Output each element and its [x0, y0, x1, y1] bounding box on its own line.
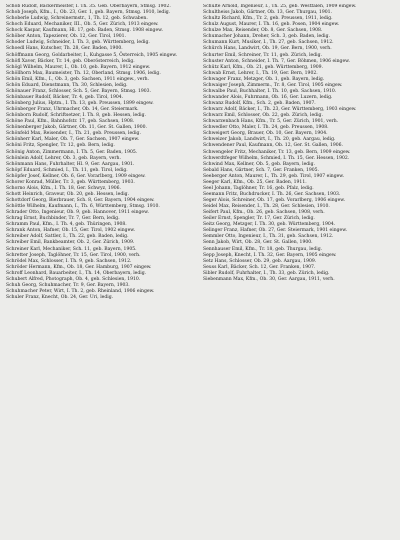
directory-entry: Schrader Otto, Ingenieur, Ob. 9, geb. Hannover, 1911 eingew.	[6, 210, 149, 216]
directory-entry: Schönlein Adolf, Lehrer, Ob. 3, geb. Bayern, verh.	[6, 155, 121, 161]
directory-entry: Schöne Paul, Kfm., Bahnhofstr. 17, geb. Sachsen, 1908.	[6, 119, 135, 125]
directory-entry: Seeberger Anton, Maurer, I., Th. 29, geb. Tirol, 1907 eingew.	[203, 173, 345, 179]
directory-entry: Schoder Ludwig, Schneider, I. Th. 3, geb. Württemberg, ledig.	[6, 40, 150, 46]
directory-entry: Selinger Franz, Hafner, Ob. 27, Ger. Steiermark, 1901 eingew.	[203, 228, 348, 234]
directory-entry: Schuhmacher Peter, Wirt, I. Th. 2, geb. Rheinland, 1906 eingew.	[6, 288, 155, 294]
directory-entry: Schwab Ernst, Lehrer, I., Th. 19, Ger. Bern, 1902.	[203, 70, 318, 76]
directory-entry: Schwarz Emil, Schlosser, Ob. 22, geb. Zürich, ledig.	[203, 113, 323, 119]
directory-entry: Schwander Alois, Fuhrmann, Ob. 16, Ger. Luzern, ledig.	[203, 94, 333, 100]
directory-entry: Schweigert Georg, Brauer, Ob. 10, Ger. Bayern, 1904.	[203, 131, 328, 137]
directory-entry: Schönmann Hans, Fuhrhalter, Hl. 9, Ger. Aargau, 1901.	[6, 161, 135, 167]
directory-entry: Schöfl Xaver, Bäcker, Tr. 14, geb. Oberösterreich, ledig.	[6, 58, 135, 64]
directory-entry: Schwager Franz, Metzger, Ob. 1, geb. Bayern, ledig.	[203, 76, 325, 82]
directory-entry: Schönberg Julius, Hptm., I. Th. 13, geb. Preussen, 1899 eingew.	[6, 101, 154, 106]
directory-entry: Seidel Max, Reisender, I., Th. 28, Ger. Schlesien, 1910.	[203, 204, 330, 210]
directory-entry: Schrag Ernst, Buchbinder, Tr. 7, Ger. Bern, ledig.	[6, 216, 120, 222]
directory-entry: Setz Hans, Schlosser, Ob. 29, geb. Aargau, 1909.	[203, 258, 317, 264]
directory-entry: Schuster Anton, Schneider, I. Th. 7, Ger. Böhmen, 1906 eingew.	[203, 58, 350, 64]
directory-entry: Schönbauer Rudolf, Bäcker, Tr. 4, geb. Tirol, 1904.	[6, 94, 124, 100]
directory-entry: Schwerdtfeger Wilhelm, Schmied, I. Th. 15, Ger. Hessen, 1902.	[203, 155, 350, 161]
directory-entry: Schottdorf Georg, Bierbrauer, Sch. 8, Ger. Bayern, 1904 eingew.	[6, 198, 155, 203]
directory-entry: Schoedl Hans, Kutscher, Th. 28, Ger. Baden, 1900.	[6, 46, 123, 52]
directory-entry: Senn Jakob, Wirt, Ob. 28, Ger. St. Gallen, 1900.	[203, 240, 313, 246]
directory-entry: Schultheiss Jakob, Gärtner, Ob. 13, Ger. Thurgau, 1901.	[203, 10, 332, 16]
directory-entry: Schoberle Ludwig, Schreinermstr., 1, Th. 12, geb. Schwaben.	[6, 16, 148, 22]
directory-entry: Schrödel Max, Schlosser, I. Th. 9, geb. Sachsen, 1912.	[6, 258, 132, 264]
directory-entry: Schumann Kurt, Musiker, I., Th. 27, geb. Sachsen, 1912.	[203, 40, 334, 46]
directory-entry: Seemann Fritz, Buchdrucker, I. Th. 26, Ger. Sachsen, 1903.	[203, 191, 341, 197]
directory-entry: Schwaiger Joseph, Zimmerm., Tr. 8, Ger. Tirol, 1905 eingew.	[203, 82, 343, 88]
directory-entry: Schögl Wilhelm, Maurer, I., Ob. 10, geb. Bayern, 1912 eingew.	[6, 64, 151, 70]
directory-entry: Seel Johann, Taglöhner, Tr. 16, geb. Pfalz, ledig.	[203, 185, 314, 191]
directory-entry: Schönborn Rudolf, Schriftsetzer, I. Th. 8, geb. Hessen, ledig.	[6, 113, 146, 119]
directory-entry: Schrank Anton, Hafner, Ob. 15, Ger. Tirol, 1902 eingew.	[6, 228, 136, 234]
directory-entry: Semmler Otto, Ingenieur, I., Th. 31, geb. Sachsen, 1912.	[203, 234, 334, 240]
directory-entry: Schöpfer Josef, Kellner, Ob. 6, Ger. Vorarlberg, 1909 eingew.	[6, 173, 146, 179]
directory-entry: Sebald Hans, Gärtner, Sch. 7, Ger. Franken, 1905.	[203, 167, 319, 173]
directory-entry: Schöllhorn Max, Baumeister, Th. 12, Oberland, Stmsg. 1906, ledig.	[6, 70, 161, 76]
directory-entry: Schönherr Karl, Maler, Ob. 7, Ger. Sachsen, 1907 eingew.	[6, 137, 140, 143]
directory-entry: Schönenberger Jakob, Gärtner, Ob. 11, Ger. St. Gallen, 1900.	[6, 125, 147, 131]
directory-entry: Schulze Max, Reisender, Ob. 8, Ger. Sachsen, 1908.	[203, 28, 323, 34]
right-column	[203, 4, 393, 536]
directory-entry: Seeger Karl, Kfm., Ob. 25, Ger. Baden, 1911.	[203, 179, 307, 185]
directory-entry: Seitz Georg, Metzger, I. Th. 30, geb. Württemberg, 1904.	[203, 222, 336, 228]
left-column	[6, 4, 196, 536]
directory-entry: Schön Emil, Kfm., I., Ob. 3, geb. Sachsen, 1911 eingew., verh.	[6, 76, 150, 82]
directory-entry: Schwanz Rudolf, Kfm., Sch. 2, geb. Baden, 1907.	[203, 101, 316, 106]
directory-entry: Schwind Max, Kellner, Ob. 5, geb. Bayern, ledig.	[203, 161, 315, 167]
column-gutter	[199, 4, 200, 536]
directory-entry: Schretter Joseph, Taglöhner, Tr. 15, Ger. Tirol, 1900, verh.	[6, 252, 141, 258]
directory-entry: Schock Kaspar, Kaufmann, Hl. 17, geb. Baden, Stmsg. 1908 eingew.	[6, 28, 163, 34]
directory-entry: Schwalbe Paul, Buchhalter, I. Th. 10, geb. Sachsen, 1910.	[203, 88, 337, 94]
directory-entry: Schreiber Emil, Bankbeamter, Ob. 2, Ger. Zürich, 1909.	[6, 240, 135, 246]
directory-entry: Schönig Anton, Zimmermann, I. Th. 5, Ger. Baden, 1905.	[6, 149, 138, 155]
directory-entry: Sepp Joseph, Knecht, I. Th. 32, Ger. Bayern, 1905 eingew.	[203, 252, 337, 258]
directory-entry: Schönfeld Max, Reisender, I., Th. 21, geb. Preussen, ledig.	[6, 131, 141, 137]
directory-entry: Schroff Leonhard, Bauarbeiter, I., Th. 14, Oberbayern, ledig.	[6, 270, 147, 276]
directory-entry: Sibler Rudolf, Fuhrhalter, I., Th. 33, geb. Zürich, ledig.	[203, 270, 330, 276]
directory-entry: Schorer Konrad, Müller, Tr. 3, geb. Württemberg, 1903.	[6, 179, 135, 185]
directory-entry: Seuss Karl, Bäcker, Sch. 12, Ger. Franken, 1907.	[203, 264, 316, 270]
directory-entry: Seiler Ernst, Spengler, Tr. 17, Ger. Zürich, ledig.	[203, 216, 315, 222]
directory-entry: Schreiber Adolf, Sattler, I., Th. 22, geb. Baden, ledig.	[6, 234, 129, 240]
directory-entry: Schröder Hermann, Kfm., Ob. 18, Ger. Hamburg, 1907 eingew.	[6, 264, 152, 270]
directory-entry: Schulte Arnold, Ingenieur, I., Th. 25, geb. Westfalen, 1909 eingew.	[203, 4, 357, 9]
directory-entry: Schöttle Wilhelm, Kaufmann, I., Th. 6, Württemberg, Stmsg. 1910.	[6, 204, 160, 210]
directory-entry: Schürch Hans, Landwirt, Ob. 19, Ger. Bern, 1900, verh.	[203, 46, 332, 52]
directory-entry: Schulz August, Maurer, I. Th. 16, geb. Posen, 1904 eingew.	[203, 22, 340, 28]
directory-entry: Siebenmann Max, Kfm., Ob. 30, Ger. Aargau, 1911, verh.	[203, 276, 335, 282]
directory-entry: Schoch Eduard, Mechaniker, III., Ob. 5, Ger. Zürich, 1913 eingew.	[6, 22, 159, 28]
directory-entry: Schwendener Paul, Kaufmann, Ob. 12, Ger. St. Gallen, 1906.	[203, 143, 343, 149]
directory-entry: Schwedler Otto, Maler, I. Th. 24, geb. Preussen, 1908.	[203, 125, 329, 131]
directory-entry: Seger Alois, Schreiner, Ob. 17, geb. Vorarlberg, 1906 eingew.	[203, 198, 346, 203]
directory-entry: Schott Heinrich, Graveur, Ob. 20, geb. Hessen, ledig.	[6, 191, 130, 197]
directory-entry: Schumacher Johann, Dreher, Sch. 3, geb. Baden, ledig.	[203, 34, 330, 40]
directory-entry: Schöber Anton, Tapezierer, Ob. 12, Ger. Tirol, 1901.	[6, 34, 126, 40]
directory-entry: Schurter Emil, Schreiner, Tr. 11, geb. Zürich, ledig.	[203, 52, 322, 58]
directory-entry: Schön Eduard, Dienstmann, Th. 30, Schlesien, ledig.	[6, 82, 128, 88]
directory-entry: Schultz Richard, Kfm., Tr. 2, geb. Preussen, 1911, ledig.	[203, 16, 333, 22]
directory-entry: Schramm Paul, Kfm., I. Th. 4, geb. Thüringen, 1908.	[6, 222, 127, 228]
directory-entry: Schwarz Adolf, Bäcker, I., Th. 23, Ger. Württemberg, 1903 eingew.	[203, 107, 357, 113]
directory-entry: Schöffmann Georg, Goldarbeiter, I., Kuhgasse 5, Österreich, 1905 eingew.	[6, 52, 178, 58]
directory-entry: Schuh Georg, Schuhmacher, Tr. 9, Ger. Bayern, 1903.	[6, 282, 130, 288]
directory-entry: Schönauer Franz, Schlosser, Sch. 5, Ger. Bayern, Stmsg. 1903.	[6, 88, 152, 94]
directory-entry: Schuler Franz, Knecht, Ob. 24, Ger. Uri, ledig.	[6, 295, 114, 300]
directory-entry: Schob Joseph, Kfm., I., Ob. 23, Ger. 1, geb. Bayern, Stmsg. 1910, ledig.	[6, 10, 171, 16]
directory-entry: Seifert Paul, Kfm., Ob. 26, geb. Sachsen, 1908, verh.	[203, 210, 325, 216]
directory-entry: Schweizer Jakob, Landwirt, I., Th. 20, geb. Aargau, ledig.	[203, 137, 336, 143]
directory-entry: Schütz Karl, Kfm., Ob. 21, geb. Württemberg, 1909.	[203, 64, 323, 70]
directory-entry: Schöni Fritz, Spengler, Tr. 12, geb. Bern, ledig.	[6, 143, 115, 149]
directory-entry: Schönberger Franz, Uhrmacher, Ob. 14, Ger. Steiermark.	[6, 107, 139, 113]
directory-entry: Schorno Alois, Kfm., I. Th. 18, Ger. Schwyz, 1906.	[6, 185, 121, 191]
directory-entry: Schwarzenbach Hans, Kfm., Tr. 5, Ger. Zürich, 1901, verh.	[203, 119, 339, 125]
directory-entry: Sennhauser Emil, Kfm., Tr. 18, geb. Thurgau, ledig.	[203, 246, 323, 252]
directory-entry: Schob Rudolf, Bäckermeister, I. Th. 35. Geb. Oberbayern, Stmsg. 1902.	[6, 4, 171, 9]
directory-entry: Schubert Alfred, Photograph, Ob. 4, geb. Schlesien, 1910.	[6, 276, 141, 282]
directory-entry: Schwengeler Fritz, Mechaniker, Tr. 13, geb. Bern, 1909 eingew.	[203, 149, 351, 155]
directory-entry: Schreiner Karl, Mechaniker, Sch. 11, geb. Bayern, 1905.	[6, 246, 137, 252]
directory-entry: Schöpf Eduard, Schmied, I., Th. 11, geb. Tirol, ledig.	[6, 167, 128, 173]
